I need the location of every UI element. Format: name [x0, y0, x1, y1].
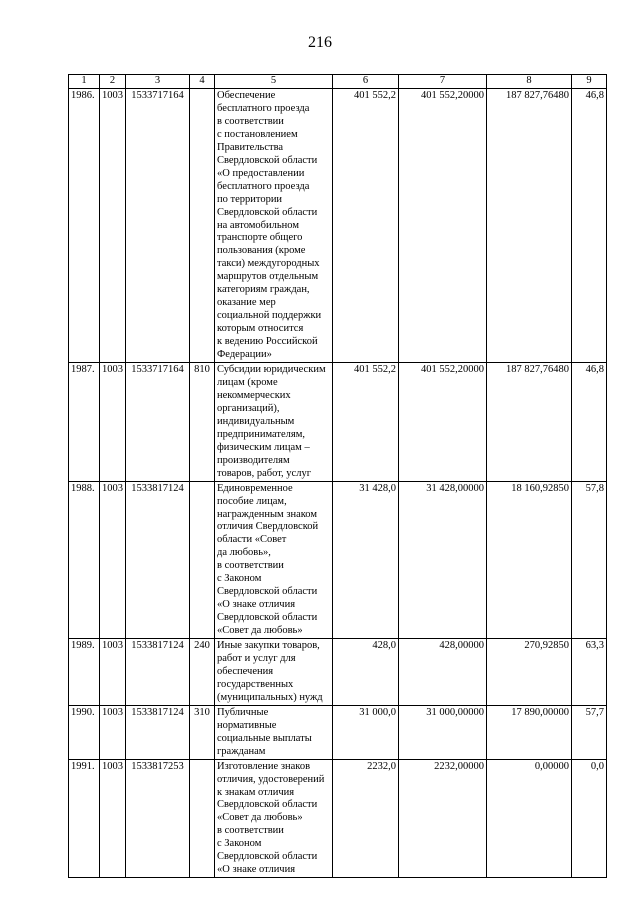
item-name: Публичные нормативные социальные выплаты гражданам [215, 705, 333, 759]
expense-type-code [190, 89, 215, 363]
column-header: 2 [100, 75, 126, 89]
execution-percent: 0,0 [572, 759, 607, 878]
expense-type-code [190, 759, 215, 878]
refined-amount: 31 428,00000 [399, 481, 487, 638]
planned-amount: 2232,0 [333, 759, 399, 878]
section-code: 1003 [100, 89, 126, 363]
execution-percent: 46,8 [572, 363, 607, 482]
column-header: 1 [69, 75, 100, 89]
expense-type-code [190, 481, 215, 638]
planned-amount: 31 428,0 [333, 481, 399, 638]
executed-amount: 187 827,76480 [487, 89, 572, 363]
row-number: 1988. [69, 481, 100, 638]
row-number: 1986. [69, 89, 100, 363]
refined-amount: 401 552,20000 [399, 89, 487, 363]
table-body [69, 89, 607, 878]
article-code: 1533817124 [126, 705, 190, 759]
row-number: 1991. [69, 759, 100, 878]
table-header-row [69, 75, 607, 89]
executed-amount: 187 827,76480 [487, 363, 572, 482]
planned-amount: 31 000,0 [333, 705, 399, 759]
row-number: 1989. [69, 639, 100, 706]
item-name: Иные закупки товаров, работ и услуг для обеспечения государственных (муниципальных) нужд [215, 639, 333, 706]
execution-percent: 57,8 [572, 481, 607, 638]
executed-amount: 270,92850 [487, 639, 572, 706]
item-name: Изготовление знаков отличия, удостоверений к знакам отличия Свердловской области «Совет да любовь» в соответствии с Законом Свердловской области «О знаке отличия [215, 759, 333, 878]
row-number: 1990. [69, 705, 100, 759]
budget-table [68, 74, 607, 878]
planned-amount: 401 552,2 [333, 363, 399, 482]
section-code: 1003 [100, 363, 126, 482]
planned-amount: 401 552,2 [333, 89, 399, 363]
section-code: 1003 [100, 705, 126, 759]
expense-type-code: 240 [190, 639, 215, 706]
refined-amount: 401 552,20000 [399, 363, 487, 482]
table-row [69, 481, 607, 638]
table-row [69, 705, 607, 759]
refined-amount: 31 000,00000 [399, 705, 487, 759]
table-row [69, 639, 607, 706]
table-row [69, 759, 607, 878]
column-header: 7 [399, 75, 487, 89]
column-header: 8 [487, 75, 572, 89]
article-code: 1533717164 [126, 363, 190, 482]
refined-amount: 2232,00000 [399, 759, 487, 878]
table-row [69, 89, 607, 363]
item-name: Единовременное пособие лицам, награжденным знаком отличия Свердловской области «Совет да любовь», в соответствии с Законом Свердловской области «О знаке отличия Свердловской области «Совет да любовь» [215, 481, 333, 638]
article-code: 1533817124 [126, 481, 190, 638]
executed-amount: 0,00000 [487, 759, 572, 878]
section-code: 1003 [100, 759, 126, 878]
column-header: 4 [190, 75, 215, 89]
column-header: 6 [333, 75, 399, 89]
item-name: Обеспечение бесплатного проезда в соответствии с постановлением Правительства Свердловской области «О предоставлении бесплатного проезда по территории Свердловской области на автомобильном транспорте общего пользования (кроме такси) междугородных маршрутов отдельным категориям граждан, оказание мер социальной поддержки которым относится к ведению Российской Федерации» [215, 89, 333, 363]
page-number: 216 [308, 34, 332, 51]
expense-type-code: 810 [190, 363, 215, 482]
section-code: 1003 [100, 639, 126, 706]
execution-percent: 57,7 [572, 705, 607, 759]
executed-amount: 18 160,92850 [487, 481, 572, 638]
executed-amount: 17 890,00000 [487, 705, 572, 759]
article-code: 1533817124 [126, 639, 190, 706]
refined-amount: 428,00000 [399, 639, 487, 706]
planned-amount: 428,0 [333, 639, 399, 706]
expense-type-code: 310 [190, 705, 215, 759]
item-name: Субсидии юридическим лицам (кроме некоммерческих организаций), индивидуальным предпринимателям, физическим лицам – производителям товаров, работ, услуг [215, 363, 333, 482]
execution-percent: 63,3 [572, 639, 607, 706]
section-code: 1003 [100, 481, 126, 638]
table-row [69, 363, 607, 482]
execution-percent: 46,8 [572, 89, 607, 363]
article-code: 1533717164 [126, 89, 190, 363]
article-code: 1533817253 [126, 759, 190, 878]
column-header: 5 [215, 75, 333, 89]
column-header: 3 [126, 75, 190, 89]
column-header: 9 [572, 75, 607, 89]
row-number: 1987. [69, 363, 100, 482]
